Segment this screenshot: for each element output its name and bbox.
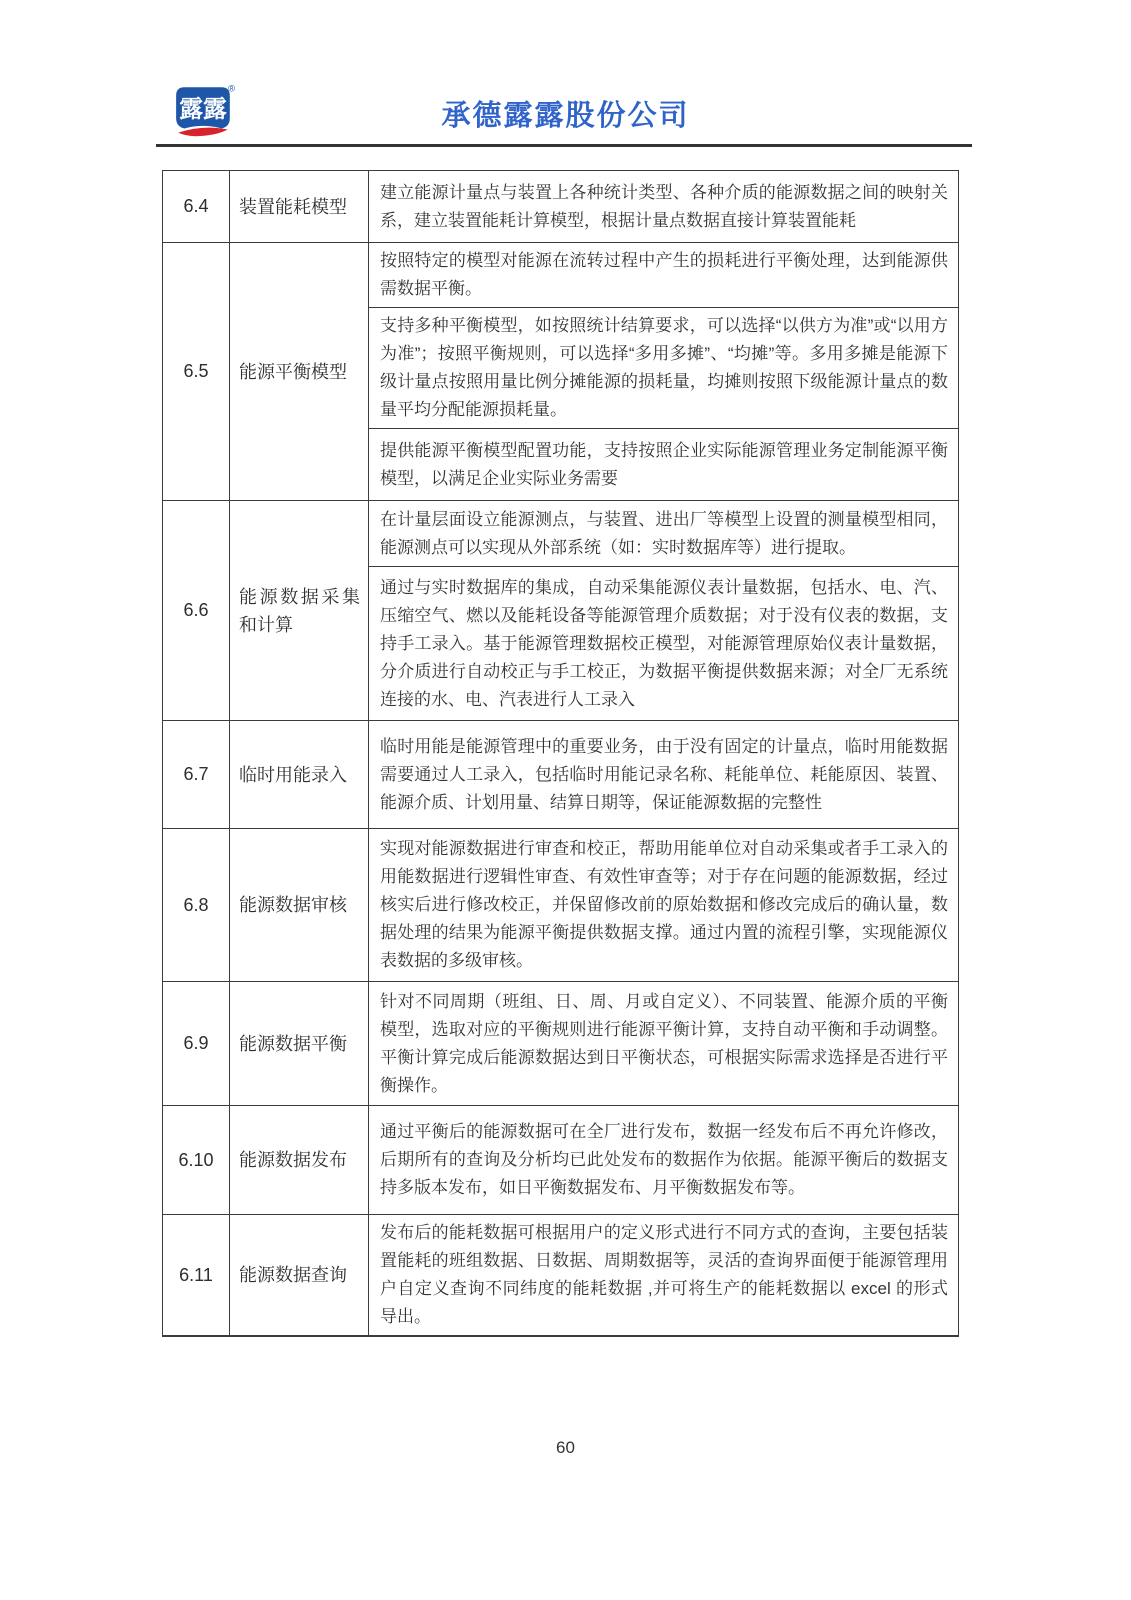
row-id-cell: 6.11 [163, 1215, 230, 1337]
row-description-cell: 建立能源计量点与装置上各种统计类型、各种介质的能源数据之间的映射关系，建立装置能耗计算模型，根据计量点数据直接计算装置能耗 [369, 171, 959, 243]
row-id-cell: 6.10 [163, 1106, 230, 1215]
row-title-cell: 能源数据审核 [230, 829, 369, 982]
row-id-cell: 6.7 [163, 721, 230, 829]
table-row [163, 1215, 959, 1337]
table-row [163, 982, 959, 1106]
logo-text: 露露 [179, 97, 227, 124]
row-description-cell: 通过平衡后的能源数据可在全厂进行发布，数据一经发布后不再允许修改，后期所有的查询及分析均已此处发布的数据作为依据。能源平衡后的数据支持多版本发布，如日平衡数据发布、月平衡数据发布等。 [369, 1106, 959, 1215]
row-description-cell: 提供能源平衡模型配置功能，支持按照企业实际能源管理业务定制能源平衡模型，以满足企业实际业务需要 [369, 429, 959, 501]
row-id-cell: 6.4 [163, 171, 230, 243]
row-title-cell: 能源数据发布 [230, 1106, 369, 1215]
row-id-cell: 6.6 [163, 501, 230, 721]
table-row [163, 243, 959, 308]
row-description-cell: 在计量层面设立能源测点，与装置、进出厂等模型上设置的测量模型相同，能源测点可以实现从外部系统（如：实时数据库等）进行提取。 [369, 501, 959, 567]
row-description-cell: 发布后的能耗数据可根据用户的定义形式进行不同方式的查询，主要包括装置能耗的班组数据、日数据、周期数据等，灵活的查询界面便于能源管理用户自定义查询不同纬度的能耗数据 ,并可将生产的能耗数据以 excel 的形式导出。 [369, 1215, 959, 1337]
registered-trademark-icon: ® [228, 83, 235, 94]
page-number: 60 [556, 1438, 575, 1457]
table-row [163, 501, 959, 567]
row-description-cell: 通过与实时数据库的集成，自动采集能源仪表计量数据，包括水、电、汽、压缩空气、燃以及能耗设备等能源管理介质数据；对于没有仪表的数据，支持手工录入。基于能源管理数据校正模型，对能源管理原始仪表计量数据，分介质进行自动校正与手工校正，为数据平衡提供数据来源；对全厂无系统连接的水、电、汽表进行人工录入 [369, 567, 959, 721]
table-row [163, 721, 959, 829]
row-title-cell: 临时用能录入 [230, 721, 369, 829]
table-row [163, 1106, 959, 1215]
row-title-cell: 能源数据平衡 [230, 982, 369, 1106]
table-row [163, 829, 959, 982]
table-row [163, 171, 959, 243]
row-title-cell: 能源数据查询 [230, 1215, 369, 1337]
row-id-cell: 6.9 [163, 982, 230, 1106]
row-title-cell: 能源平衡模型 [230, 243, 369, 501]
row-description-cell: 实现对能源数据进行审查和校正，帮助用能单位对自动采集或者手工录入的用能数据进行逻辑性审查、有效性审查等；对于存在问题的能源数据，经过核实后进行修改校正，并保留修改前的原始数据和修改完成后的确认量，数据处理的结果为能源平衡提供数据支撑。通过内置的流程引擎，实现能源仪表数据的多级审核。 [369, 829, 959, 982]
row-description-cell: 针对不同周期（班组、日、周、月或自定义）、不同装置、能源介质的平衡模型，选取对应的平衡规则进行能源平衡计算，支持自动平衡和手动调整。平衡计算完成后能源数据达到日平衡状态，可根据实际需求选择是否进行平衡操作。 [369, 982, 959, 1106]
features-table [162, 170, 959, 1337]
row-title-cell: 装置能耗模型 [230, 171, 369, 243]
company-name-title: 承德露露股份公司 [441, 100, 690, 132]
row-description-cell: 支持多种平衡模型，如按照统计结算要求，可以选择“以供方为准”或“以用方为准”；按照平衡规则，可以选择“多用多摊”、“均摊”等。多用多摊是能源下级计量点按照用量比例分摊能源的损耗量，均摊则按照下级能源计量点的数量平均分配能源损耗量。 [369, 308, 959, 429]
row-id-cell: 6.5 [163, 243, 230, 501]
row-id-cell: 6.8 [163, 829, 230, 982]
row-title-cell: 能源数据采集和计算 [230, 501, 369, 721]
row-description-cell: 临时用能是能源管理中的重要业务，由于没有固定的计量点，临时用能数据需要通过人工录入，包括临时用能记录名称、耗能单位、耗能原因、装置、能源介质、计划用量、结算日期等，保证能源数据的完整性 [369, 721, 959, 829]
header-divider [156, 144, 972, 147]
row-description-cell: 按照特定的模型对能源在流转过程中产生的损耗进行平衡处理，达到能源供需数据平衡。 [369, 243, 959, 308]
